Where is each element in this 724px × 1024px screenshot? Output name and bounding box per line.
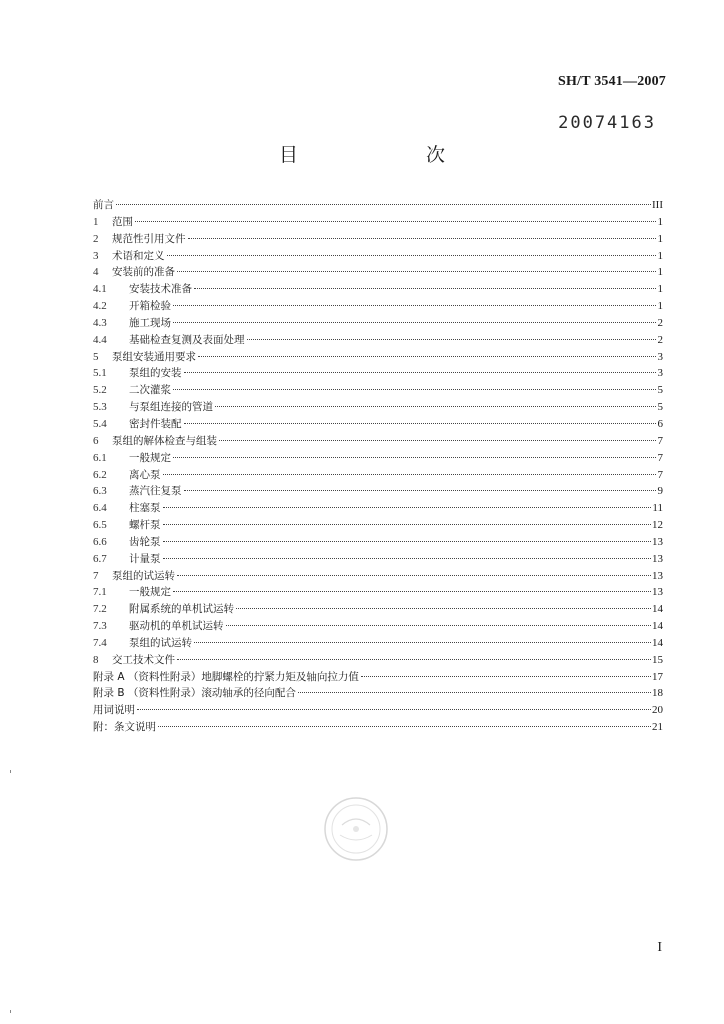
toc-entry-page: 13 xyxy=(652,586,663,599)
toc-entry-label: 二次灌浆 xyxy=(129,384,171,397)
toc-entry-label: 安装技术准备 xyxy=(129,283,192,296)
toc-entry-page: 1 xyxy=(657,283,663,296)
toc-entry-number: 5 xyxy=(93,350,99,363)
toc-entry-page: 20 xyxy=(652,704,663,717)
toc-leader-dots xyxy=(236,608,651,609)
toc-leader-dots xyxy=(177,271,656,272)
toc-entry xyxy=(93,214,663,231)
toc-leader-dots xyxy=(188,238,657,239)
toc-entry-page: 13 xyxy=(652,569,663,582)
toc-entry-page: 18 xyxy=(652,687,663,700)
toc-entry xyxy=(93,248,663,265)
toc-entry-page: 6 xyxy=(657,417,663,430)
toc-entry xyxy=(93,382,663,399)
toc-leader-dots xyxy=(194,288,656,289)
toc-leader-dots xyxy=(116,204,651,205)
toc-leader-dots xyxy=(163,474,657,475)
toc-entry-label: 附属系统的单机试运转 xyxy=(129,603,234,616)
toc-entry-number: 8 xyxy=(93,653,99,666)
toc-entry xyxy=(93,685,663,702)
toc-entry-number: 7.3 xyxy=(93,620,107,633)
toc-entry xyxy=(93,618,663,635)
toc-entry xyxy=(93,534,663,551)
toc-entry xyxy=(93,584,663,601)
toc-entry xyxy=(93,349,663,366)
toc-entry-number: 5.1 xyxy=(93,367,107,380)
toc-entry xyxy=(93,702,663,719)
toc-entry-page: 14 xyxy=(652,620,663,633)
toc-entry-page: 14 xyxy=(652,603,663,616)
toc-entry-label: 基础检查复测及表面处理 xyxy=(129,333,245,346)
toc-entry-number: 4.4 xyxy=(93,333,107,346)
toc-leader-dots xyxy=(194,642,651,643)
toc-entry xyxy=(93,483,663,500)
toc-entry-number: 4.1 xyxy=(93,283,107,296)
toc-entry xyxy=(93,450,663,467)
toc-entry-label: 附录 A （资料性附录）地脚螺栓的拧紧力矩及轴向拉力值 xyxy=(93,670,359,683)
toc-leader-dots xyxy=(226,625,652,626)
toc-entry-label: 前言 xyxy=(93,199,114,211)
toc-entry xyxy=(93,669,663,686)
toc-entry-page: 7 xyxy=(657,451,663,464)
toc-entry-label: 泵组的试运转 xyxy=(112,569,175,582)
toc-entry-number: 7.4 xyxy=(93,636,107,649)
toc-entry-number: 7.2 xyxy=(93,603,107,616)
toc-entry xyxy=(93,298,663,315)
toc-leader-dots xyxy=(184,372,657,373)
toc-entry-number: 6.6 xyxy=(93,535,107,548)
toc-entry-page: 9 xyxy=(657,485,663,498)
toc-entry-number: 2 xyxy=(93,232,99,245)
scan-mark xyxy=(10,1010,11,1013)
toc-entry xyxy=(93,551,663,568)
page-number: I xyxy=(657,940,662,955)
toc-leader-dots xyxy=(215,406,656,407)
toc-entry-number: 5.2 xyxy=(93,384,107,397)
toc-leader-dots xyxy=(298,692,651,693)
toc-entry-page: 2 xyxy=(657,333,663,346)
toc-entry-label: 附录 B （资料性附录）滚动轴承的径向配合 xyxy=(93,687,296,700)
toc-entry-page: 3 xyxy=(657,350,663,363)
toc-leader-dots xyxy=(177,659,651,660)
toc-entry-page: 1 xyxy=(657,215,663,228)
toc-entry xyxy=(93,315,663,332)
toc-entry-label: 泵组的解体检查与组装 xyxy=(112,434,217,447)
toc-entry-number: 6.1 xyxy=(93,451,107,464)
toc-entry-number: 5.4 xyxy=(93,417,107,430)
toc-entry-page: III xyxy=(652,199,663,211)
toc-entry-page: 5 xyxy=(657,384,663,397)
table-of-contents xyxy=(93,197,663,736)
toc-leader-dots xyxy=(163,507,652,508)
toc-entry-page: 13 xyxy=(652,535,663,548)
toc-entry-page: 12 xyxy=(652,519,663,532)
toc-leader-dots xyxy=(198,356,656,357)
toc-entry-page: 7 xyxy=(657,468,663,481)
toc-entry-label: 一般规定 xyxy=(129,451,171,464)
toc-entry-number: 6 xyxy=(93,434,99,447)
toc-entry-label: 泵组的试运转 xyxy=(129,636,192,649)
toc-leader-dots xyxy=(158,726,651,727)
toc-entry-number: 6.5 xyxy=(93,519,107,532)
toc-entry xyxy=(93,332,663,349)
toc-entry xyxy=(93,635,663,652)
toc-entry-label: 交工技术文件 xyxy=(112,653,175,666)
toc-leader-dots xyxy=(163,541,652,542)
toc-entry-page: 17 xyxy=(652,670,663,683)
toc-leader-dots xyxy=(173,322,656,323)
toc-entry-label: 与泵组连接的管道 xyxy=(129,401,213,414)
toc-entry-label: 离心泵 xyxy=(129,468,161,481)
toc-entry-label: 泵组安装通用要求 xyxy=(112,350,196,363)
toc-entry xyxy=(93,652,663,669)
toc-leader-dots xyxy=(219,440,656,441)
standard-code: SH/T 3541—2007 xyxy=(558,74,666,89)
toc-entry-label: 规范性引用文件 xyxy=(112,232,186,245)
toc-entry-page: 5 xyxy=(657,401,663,414)
toc-entry-label: 螺杆泵 xyxy=(129,519,161,532)
toc-entry-page: 13 xyxy=(652,552,663,565)
toc-entry-label: 驱动机的单机试运转 xyxy=(129,620,224,633)
toc-entry-label: 附：条文说明 xyxy=(93,721,156,734)
toc-leader-dots xyxy=(173,305,656,306)
toc-entry-page: 1 xyxy=(657,232,663,245)
toc-entry-label: 一般规定 xyxy=(129,586,171,599)
toc-entry-page: 7 xyxy=(657,434,663,447)
toc-entry-number: 4.2 xyxy=(93,300,107,313)
toc-leader-dots xyxy=(167,255,657,256)
toc-leader-dots xyxy=(173,457,656,458)
toc-entry xyxy=(93,231,663,248)
toc-entry-page: 1 xyxy=(657,300,663,313)
toc-leader-dots xyxy=(173,389,656,390)
toc-leader-dots xyxy=(173,591,651,592)
toc-entry-number: 4 xyxy=(93,266,99,279)
toc-entry xyxy=(93,399,663,416)
toc-entry-label: 蒸汽往复泵 xyxy=(129,485,182,498)
toc-entry-number: 7.1 xyxy=(93,586,107,599)
toc-entry-number: 5.3 xyxy=(93,401,107,414)
toc-leader-dots xyxy=(361,676,651,677)
toc-entry xyxy=(93,568,663,585)
toc-entry xyxy=(93,281,663,298)
toc-entry-number: 6.3 xyxy=(93,485,107,498)
toc-entry-page: 15 xyxy=(652,653,663,666)
toc-leader-dots xyxy=(184,490,657,491)
toc-entry xyxy=(93,197,663,214)
toc-entry-label: 齿轮泵 xyxy=(129,535,161,548)
toc-leader-dots xyxy=(163,558,652,559)
toc-entry xyxy=(93,517,663,534)
toc-leader-dots xyxy=(135,221,656,222)
toc-leader-dots xyxy=(247,339,657,340)
toc-entry xyxy=(93,500,663,517)
toc-leader-dots xyxy=(184,423,657,424)
toc-entry-page: 1 xyxy=(657,249,663,262)
toc-leader-dots xyxy=(137,709,651,710)
archive-number: 20074163 xyxy=(558,113,656,133)
toc-entry-number: 6.4 xyxy=(93,502,107,515)
toc-entry-label: 计量泵 xyxy=(129,552,161,565)
toc-entry-label: 用词说明 xyxy=(93,704,135,717)
toc-entry-number: 3 xyxy=(93,249,99,262)
toc-entry-label: 安装前的准备 xyxy=(112,266,175,279)
toc-entry-number: 1 xyxy=(93,215,99,228)
toc-entry-number: 4.3 xyxy=(93,316,107,329)
toc-entry-page: 3 xyxy=(657,367,663,380)
toc-entry-number: 6.2 xyxy=(93,468,107,481)
toc-entry xyxy=(93,365,663,382)
toc-entry xyxy=(93,433,663,450)
toc-entry-label: 施工现场 xyxy=(129,316,171,329)
toc-entry-page: 11 xyxy=(652,502,663,515)
toc-leader-dots xyxy=(177,575,651,576)
toc-entry-label: 术语和定义 xyxy=(112,249,165,262)
toc-leader-dots xyxy=(163,524,652,525)
toc-entry xyxy=(93,416,663,433)
toc-entry-label: 泵组的安装 xyxy=(129,367,182,380)
scan-mark xyxy=(10,770,11,773)
page-title: 目 次 xyxy=(278,144,475,166)
toc-entry-page: 14 xyxy=(652,636,663,649)
toc-entry-number: 7 xyxy=(93,569,99,582)
library-seal-stamp xyxy=(322,795,390,863)
toc-entry-label: 密封件装配 xyxy=(129,417,182,430)
toc-entry-number: 6.7 xyxy=(93,552,107,565)
toc-entry xyxy=(93,719,663,736)
toc-entry xyxy=(93,467,663,484)
toc-entry xyxy=(93,601,663,618)
toc-entry-label: 开箱检验 xyxy=(129,300,171,313)
toc-entry-page: 1 xyxy=(657,266,663,279)
toc-entry-page: 2 xyxy=(657,316,663,329)
toc-entry-page: 21 xyxy=(652,721,663,734)
toc-entry-label: 范围 xyxy=(112,215,133,228)
toc-entry xyxy=(93,264,663,281)
toc-entry-label: 柱塞泵 xyxy=(129,502,161,515)
